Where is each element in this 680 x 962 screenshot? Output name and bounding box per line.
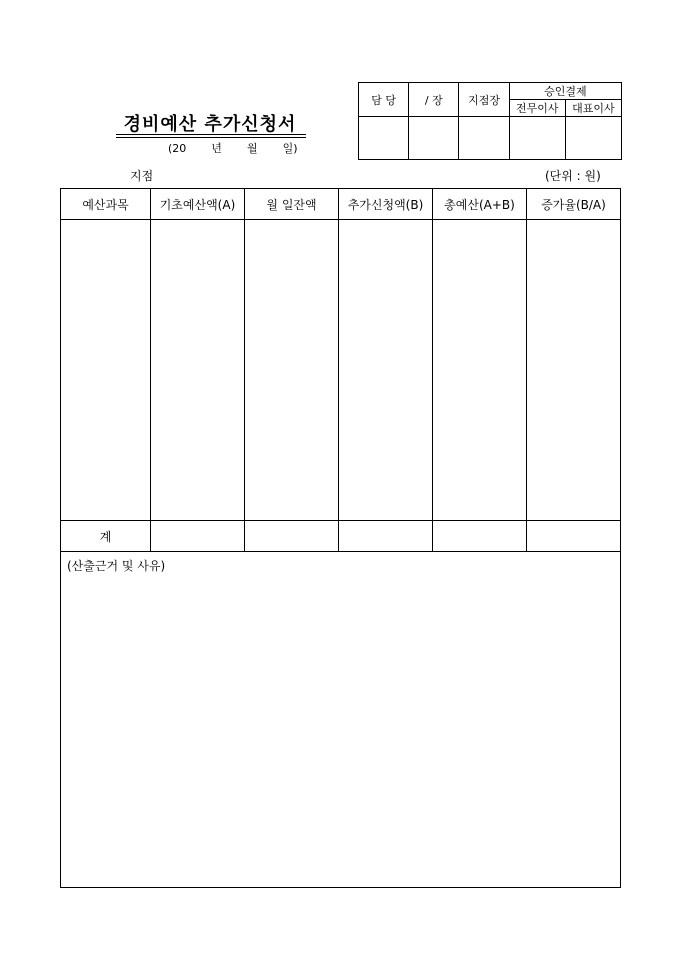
total-cell[interactable] — [151, 521, 245, 552]
approval-branch-manager-header: 지점장 — [459, 83, 509, 117]
approval-sign-cell[interactable] — [565, 117, 621, 160]
approval-sign-cell[interactable] — [409, 117, 459, 160]
approval-staff-header: 담 당 — [359, 83, 409, 117]
table-row — [61, 220, 621, 521]
body-cell[interactable] — [151, 220, 245, 521]
body-cell[interactable] — [527, 220, 621, 521]
reason-label: (산출근거 및 사유) — [67, 559, 166, 573]
total-cell[interactable] — [245, 521, 339, 552]
unit-label: (단위 : 원) — [545, 169, 601, 183]
approval-executive-header: 전무이사 — [509, 100, 565, 117]
form-title: 경비예산 추가신청서 — [123, 114, 297, 135]
approval-box — [358, 82, 622, 160]
date-day: 일) — [282, 142, 298, 155]
header-total-budget: 총예산(A+B) — [433, 189, 527, 220]
approval-chief-header: / 장 — [409, 83, 459, 117]
approval-group-header: 승인결제 — [509, 83, 621, 100]
total-cell[interactable] — [527, 521, 621, 552]
reason-row — [61, 552, 621, 888]
title-underline — [116, 137, 306, 138]
total-cell[interactable] — [433, 521, 527, 552]
reason-box[interactable] — [61, 552, 621, 888]
date-month: 월 — [246, 142, 258, 155]
header-increase-rate: 증가율(B/A) — [527, 189, 621, 220]
body-cell[interactable] — [433, 220, 527, 521]
body-cell[interactable] — [245, 220, 339, 521]
header-additional-request: 추가신청액(B) — [339, 189, 433, 220]
approval-sign-cell[interactable] — [459, 117, 509, 160]
total-label: 계 — [61, 521, 151, 552]
date-line — [168, 140, 298, 156]
total-cell[interactable] — [339, 521, 433, 552]
approval-sign-cell[interactable] — [359, 117, 409, 160]
header-balance: 월 일잔액 — [245, 189, 339, 220]
body-cell[interactable] — [61, 220, 151, 521]
date-open: (20 — [168, 142, 187, 155]
approval-sign-cell[interactable] — [509, 117, 565, 160]
title-underline — [116, 134, 306, 135]
budget-table — [60, 188, 621, 888]
date-year: 년 — [211, 142, 222, 155]
header-base-budget: 기초예산액(A) — [151, 189, 245, 220]
header-budget-item: 예산과목 — [61, 189, 151, 220]
approval-ceo-header: 대표이사 — [565, 100, 621, 117]
total-row — [61, 521, 621, 552]
branch-label: 지점 — [130, 169, 154, 183]
body-cell[interactable] — [339, 220, 433, 521]
